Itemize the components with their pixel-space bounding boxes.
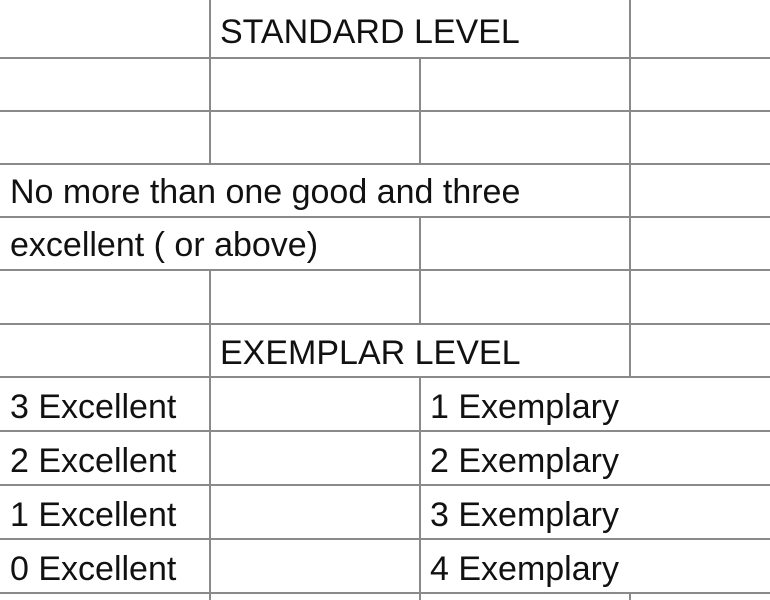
grid-row-line — [0, 216, 770, 218]
grid-row-line — [0, 323, 770, 325]
grid-row-line — [0, 269, 770, 271]
grid-col-line — [629, 0, 631, 376]
exemplary-count-cell: 2 Exemplary — [430, 442, 619, 480]
grid-row-line — [0, 430, 770, 432]
excellent-count-cell: 2 Excellent — [10, 442, 177, 480]
grid-row-line — [0, 538, 770, 540]
exemplary-count-cell: 3 Exemplary — [430, 496, 619, 534]
grid-col-line — [209, 269, 211, 600]
grid-col-line — [209, 0, 211, 163]
excellent-count-cell: 1 Excellent — [10, 496, 177, 534]
standard-level-heading: STANDARD LEVEL — [220, 13, 520, 51]
excellent-count-cell: 0 Excellent — [10, 550, 177, 588]
grid-col-line — [419, 376, 421, 600]
grid-col-line — [629, 592, 631, 600]
grid-col-line — [419, 216, 421, 323]
exemplary-count-cell: 4 Exemplary — [430, 550, 619, 588]
exemplar-level-heading: EXEMPLAR LEVEL — [220, 334, 521, 372]
excellent-count-cell: 3 Excellent — [10, 388, 177, 426]
grid-row-line — [0, 484, 770, 486]
grid-row-line — [0, 57, 770, 59]
standard-rule-line-2: excellent ( or above) — [10, 226, 319, 264]
grid-row-line — [0, 376, 770, 378]
standard-rule-line-1: No more than one good and three — [10, 173, 521, 211]
grid-col-line — [419, 57, 421, 163]
exemplary-count-cell: 1 Exemplary — [430, 388, 619, 426]
grid-row-line — [0, 110, 770, 112]
grid-row-line — [0, 592, 770, 594]
grid-row-line — [0, 163, 770, 165]
